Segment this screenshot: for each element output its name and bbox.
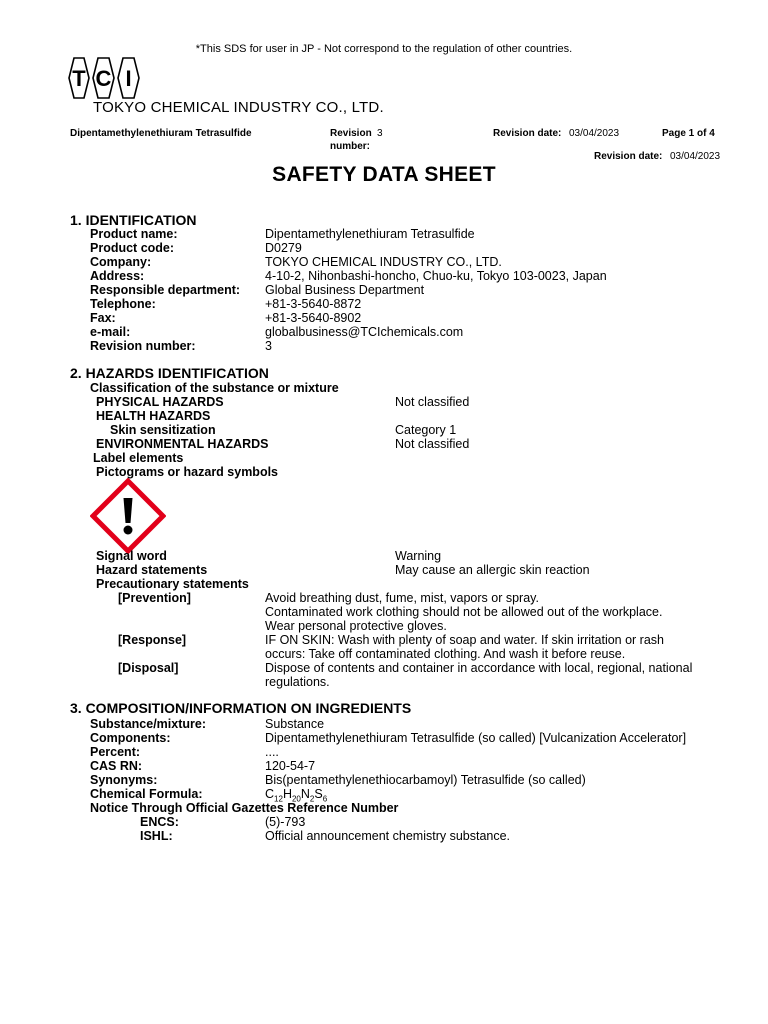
field-label: Product name: [90, 227, 178, 241]
formula-element: C [265, 787, 275, 801]
skin-sensitization-label: Skin sensitization [110, 423, 216, 437]
field-value: Dipentamethylenethiuram Tetrasulfide [265, 227, 475, 241]
prevention-label: [Prevention] [118, 591, 191, 605]
disposal-line: Dispose of contents and container in accordance with local, regional, national [265, 661, 693, 675]
formula-subscript: 12 [274, 794, 283, 804]
logo-letter-c: C [95, 66, 112, 91]
response-line: IF ON SKIN: Wash with plenty of soap and water. If skin irritation or rash [265, 633, 664, 647]
classification-heading: Classification of the substance or mixture [90, 381, 339, 395]
response-label: [Response] [118, 633, 187, 647]
formula-subscript: 2 [309, 794, 315, 804]
header-page-number: Page 1 of 4 [662, 128, 715, 139]
field-value: Global Business Department [265, 283, 425, 297]
header-product-name: Dipentamethylenethiuram Tetrasulfide [70, 128, 252, 139]
exclamation-dot [124, 526, 133, 535]
field-value: Substance [265, 717, 325, 731]
formula-subscript: 20 [291, 794, 301, 804]
field-value: Dipentamethylenethiuram Tetrasulfide (so called) [Vulcanization Accelerator] [265, 731, 687, 745]
formula-element: H [282, 787, 292, 801]
tci-logo-mark [68, 55, 142, 101]
field-value: +81-3-5640-8902 [265, 311, 362, 325]
prevention-line: Avoid breathing dust, fume, mist, vapors or spray. [265, 591, 539, 605]
prevention-line: Wear personal protective gloves. [265, 619, 447, 633]
section-1-heading: 1. IDENTIFICATION [70, 212, 197, 228]
header-revision-number: 3 [377, 128, 383, 139]
formula-element: N [300, 787, 310, 801]
header-revision-date-label-2: Revision date: [594, 151, 663, 162]
field-value: 120-54-7 [265, 759, 316, 773]
pictograms-heading: Pictograms or hazard symbols [96, 465, 279, 479]
ghs-pictogram [90, 478, 166, 554]
field-value: D0279 [265, 241, 302, 255]
header-revision-label-2: number: [330, 141, 370, 152]
precautionary-statements-label: Precautionary statements [96, 577, 249, 591]
field-label: Telephone: [90, 297, 156, 311]
signal-word-value: Warning [395, 549, 442, 563]
logo-letter-i: I [125, 66, 132, 91]
field-label: Revision number: [90, 339, 196, 353]
company-name: TOKYO CHEMICAL INDUSTRY CO., LTD. [93, 99, 384, 116]
prevention-line: Contaminated work clothing should not be allowed out of the workplace. [265, 605, 663, 619]
physical-hazards-label: PHYSICAL HAZARDS [96, 395, 224, 409]
field-value: +81-3-5640-8872 [265, 297, 362, 311]
skin-sensitization-value: Category 1 [395, 423, 457, 437]
encs-value: (5)-793 [265, 815, 306, 829]
disposal-label: [Disposal] [118, 661, 179, 675]
header-revision-date-2: 03/04/2023 [670, 151, 721, 162]
field-label: Substance/mixture: [90, 717, 207, 731]
field-label: CAS RN: [90, 759, 143, 773]
environmental-hazards-label: ENVIRONMENTAL HAZARDS [96, 437, 269, 451]
field-value: 4-10-2, Nihonbashi-honcho, Chuo-ku, Tokyo 103-0023, Japan [265, 269, 607, 283]
ishl-value: Official announcement chemistry substance. [265, 829, 511, 843]
field-value: .... [265, 745, 279, 759]
field-value: 3 [265, 339, 272, 353]
hazard-statements-label: Hazard statements [96, 563, 208, 577]
field-value: TOKYO CHEMICAL INDUSTRY CO., LTD. [265, 255, 502, 269]
environmental-hazards-value: Not classified [395, 437, 470, 451]
field-value: Bis(pentamethylenethiocarbamoyl) Tetrasulfide (so called) [265, 773, 586, 787]
field-label: Address: [90, 269, 145, 283]
disposal-line: regulations. [265, 675, 330, 689]
gazette-notice-heading: Notice Through Official Gazettes Reference Number [90, 801, 399, 815]
section-3-heading: 3. COMPOSITION/INFORMATION ON INGREDIENTS [70, 700, 412, 716]
header-revision-label: Revision [330, 128, 372, 139]
field-label: e-mail: [90, 325, 131, 339]
section-2-heading: 2. HAZARDS IDENTIFICATION [70, 365, 269, 381]
logo-letter-t: T [72, 66, 86, 91]
jp-notice: *This SDS for user in JP - Not correspond to the regulation of other countries. [195, 43, 573, 55]
document-title: SAFETY DATA SHEET [272, 163, 496, 186]
field-label: Percent: [90, 745, 141, 759]
field-label: Components: [90, 731, 171, 745]
header-revision-date: 03/04/2023 [569, 128, 620, 139]
field-label: Company: [90, 255, 152, 269]
field-label: Synonyms: [90, 773, 158, 787]
chemical-formula-label: Chemical Formula: [90, 787, 203, 801]
physical-hazards-value: Not classified [395, 395, 470, 409]
field-label: Product code: [90, 241, 175, 255]
formula-subscript: 6 [322, 794, 328, 804]
formula-element: S [314, 787, 323, 801]
header-revision-date-label: Revision date: [493, 128, 562, 139]
response-line: occurs: Take off contaminated clothing. And wash it before reuse. [265, 647, 626, 661]
field-label: Responsible department: [90, 283, 241, 297]
field-label: Fax: [90, 311, 116, 325]
encs-label: ENCS: [140, 815, 179, 829]
health-hazards-label: HEALTH HAZARDS [96, 409, 211, 423]
exclamation-mark-icon [90, 478, 166, 559]
ishl-label: ISHL: [140, 829, 173, 843]
hazard-statements-value: May cause an allergic skin reaction [395, 563, 590, 577]
email-link[interactable]: globalbusiness@TCIchemicals.com [265, 325, 464, 339]
label-elements-heading: Label elements [93, 451, 184, 465]
signal-word-label: Signal word [96, 549, 167, 563]
